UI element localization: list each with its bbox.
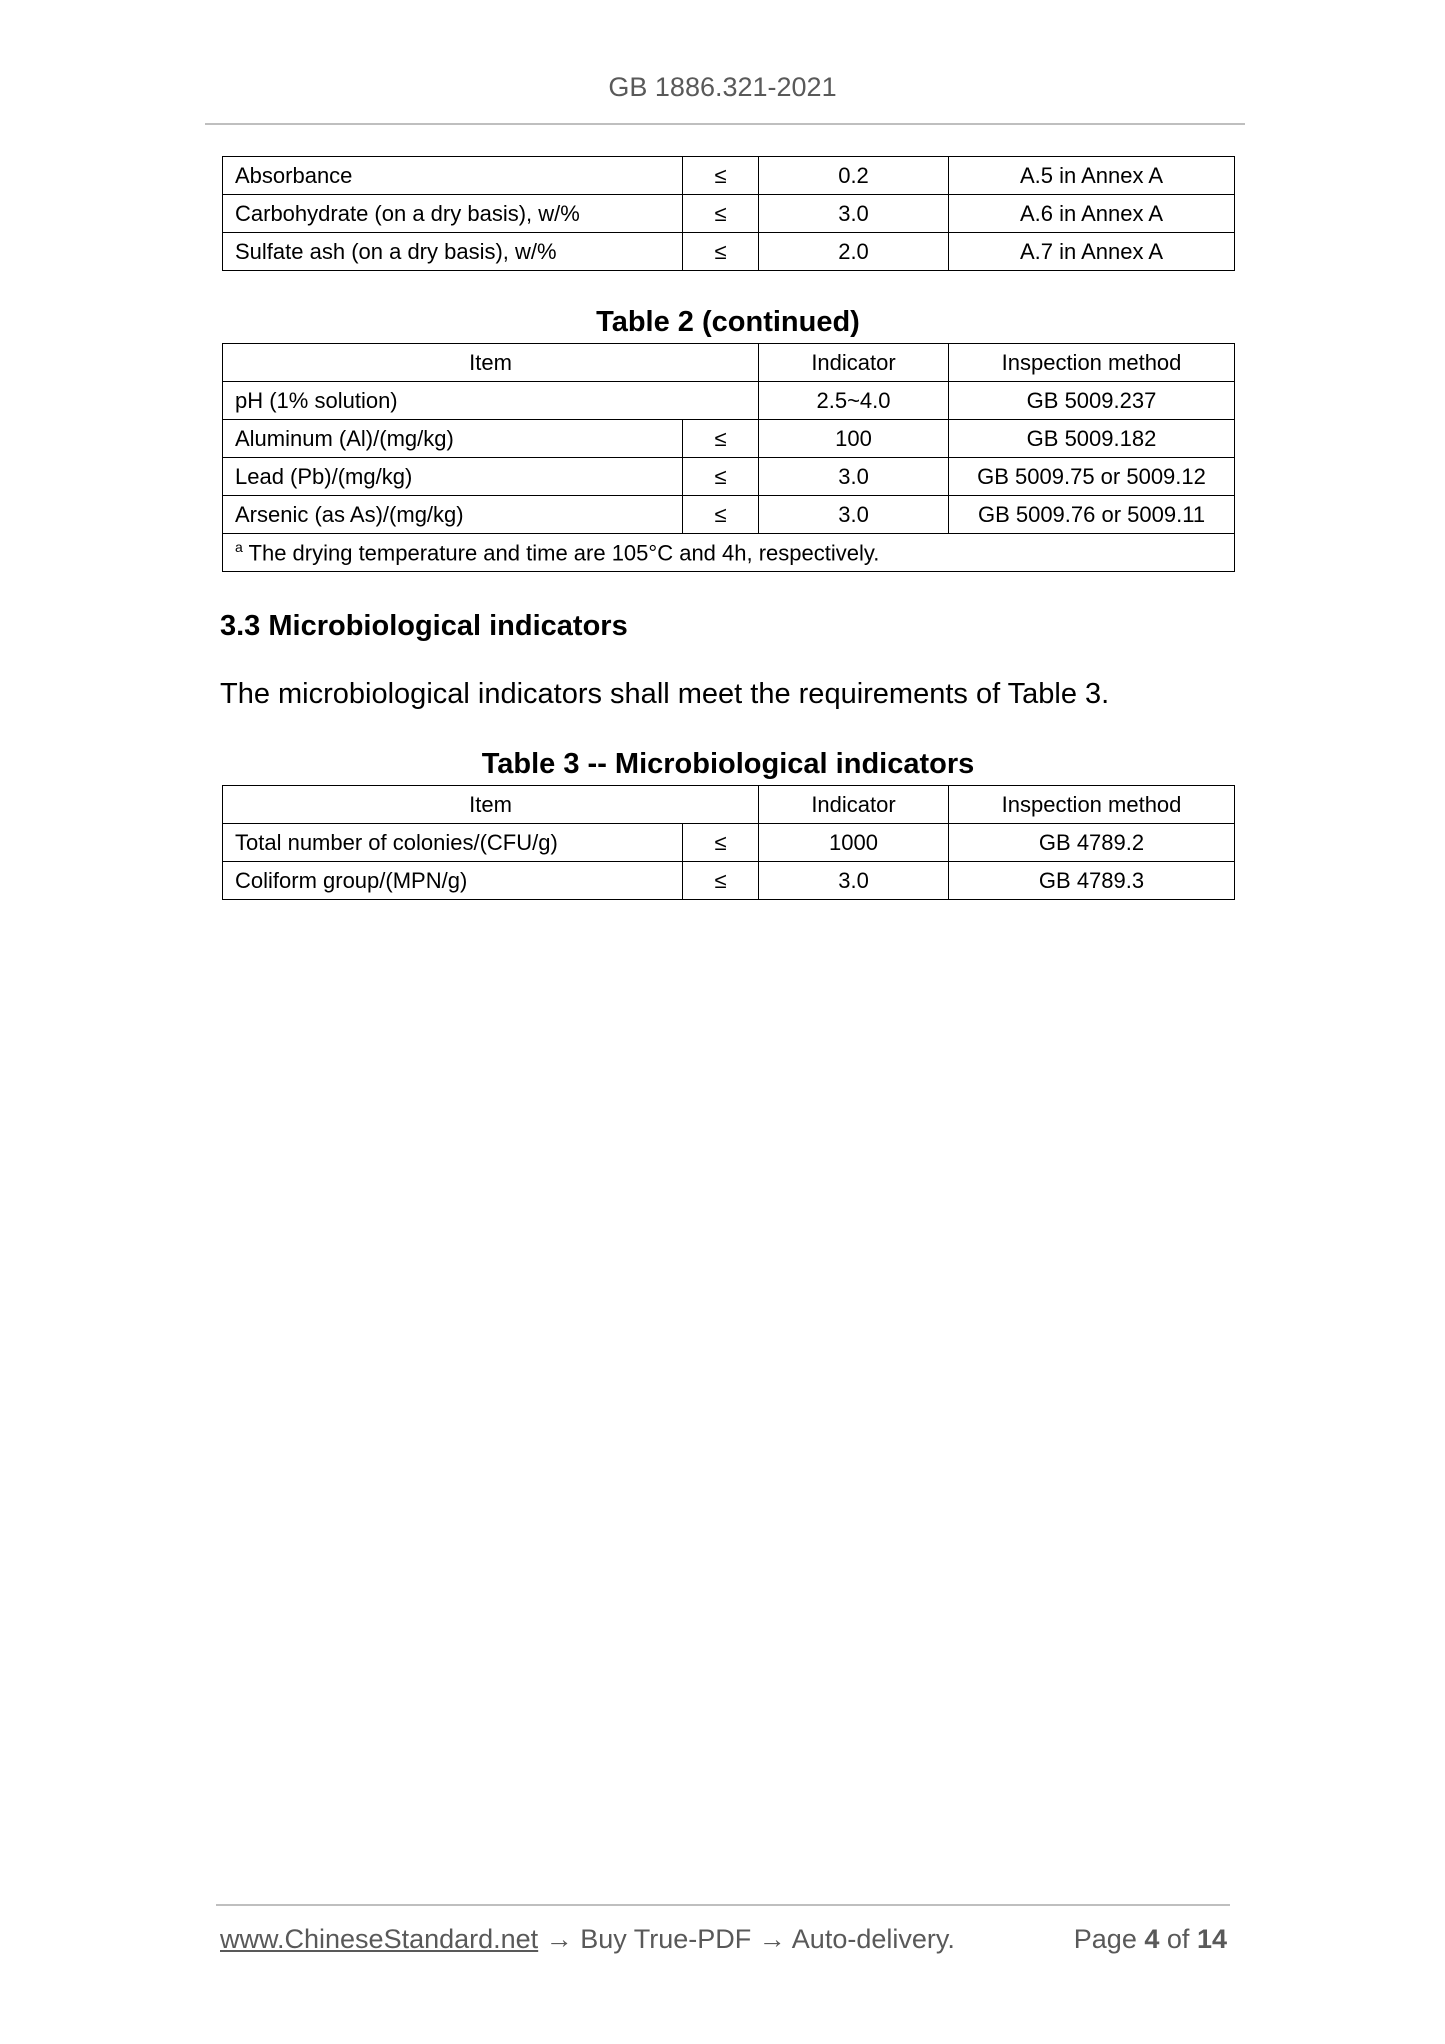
arrow-right-icon: →: [758, 1924, 786, 1954]
table-row: [223, 458, 1235, 496]
item-cell: Lead (Pb)/(mg/kg): [223, 458, 683, 496]
item-cell: Sulfate ash (on a dry basis), w/%: [223, 233, 683, 271]
table-row: [223, 382, 1235, 420]
indicator-cell: 100: [759, 420, 949, 458]
of-label: of: [1166, 1924, 1190, 1954]
indicator-cell: 2.5~4.0: [759, 382, 949, 420]
method-cell: A.5 in Annex A: [949, 157, 1235, 195]
table-row: [223, 233, 1235, 271]
table2-continued: [222, 343, 1235, 572]
method-cell: GB 5009.76 or 5009.11: [949, 496, 1235, 534]
method-cell: A.6 in Annex A: [949, 195, 1235, 233]
item-cell: Carbohydrate (on a dry basis), w/%: [223, 195, 683, 233]
table-row: [223, 195, 1235, 233]
current-page: 4: [1144, 1924, 1160, 1954]
section-heading: 3.3 Microbiological indicators: [220, 610, 628, 642]
table3-caption: Table 3 -- Microbiological indicators: [481, 748, 975, 780]
buy-text: Buy True-PDF: [580, 1924, 752, 1954]
comparator-cell: ≤: [683, 195, 759, 233]
item-cell: Coliform group/(MPN/g): [223, 862, 683, 900]
method-cell: GB 4789.3: [949, 862, 1235, 900]
item-cell: Arsenic (as As)/(mg/kg): [223, 496, 683, 534]
comparator-cell: ≤: [683, 157, 759, 195]
table-row: [223, 824, 1235, 862]
table-row: [223, 420, 1235, 458]
table-footnote-row: [223, 534, 1235, 572]
total-pages: 14: [1196, 1924, 1227, 1954]
method-cell: GB 5009.75 or 5009.12: [949, 458, 1235, 496]
document-code: GB 1886.321-2021: [608, 72, 837, 102]
comparator-cell: ≤: [683, 862, 759, 900]
footnote-mark: a: [235, 538, 243, 555]
table3: [222, 785, 1235, 900]
comparator-cell: ≤: [683, 420, 759, 458]
table-header-row: [223, 786, 1235, 824]
header-divider: [205, 123, 1245, 125]
indicator-cell: 3.0: [759, 862, 949, 900]
item-cell: Absorbance: [223, 157, 683, 195]
arrow-right-icon: →: [545, 1924, 573, 1954]
table-row: [223, 496, 1235, 534]
comparator-cell: ≤: [683, 496, 759, 534]
item-cell: pH (1% solution): [223, 382, 759, 420]
method-cell: GB 5009.237: [949, 382, 1235, 420]
header-indicator: Indicator: [759, 344, 949, 382]
header-indicator: Indicator: [759, 786, 949, 824]
method-cell: GB 5009.182: [949, 420, 1235, 458]
indicator-cell: 2.0: [759, 233, 949, 271]
footer-promo: [220, 1924, 955, 1955]
footnote-text: The drying temperature and time are 105°C and 4h, respectively.: [248, 540, 880, 566]
item-cell: Aluminum (Al)/(mg/kg): [223, 420, 683, 458]
header-method: Inspection method: [949, 786, 1235, 824]
header-item: Item: [223, 786, 759, 824]
indicator-cell: 1000: [759, 824, 949, 862]
indicator-cell: 0.2: [759, 157, 949, 195]
section-paragraph: The microbiological indicators shall meet the requirements of Table 3.: [220, 678, 1110, 710]
website-link[interactable]: www.ChineseStandard.net: [220, 1924, 539, 1954]
table2-top: [222, 156, 1235, 271]
indicator-cell: 3.0: [759, 496, 949, 534]
method-cell: A.7 in Annex A: [949, 233, 1235, 271]
comparator-cell: ≤: [683, 233, 759, 271]
indicator-cell: 3.0: [759, 195, 949, 233]
table-row: [223, 862, 1235, 900]
comparator-cell: ≤: [683, 824, 759, 862]
table-header-row: [223, 344, 1235, 382]
header-item: Item: [223, 344, 759, 382]
table-row: [223, 157, 1235, 195]
footer-divider: [216, 1904, 1230, 1906]
indicator-cell: 3.0: [759, 458, 949, 496]
delivery-text: Auto-delivery.: [791, 1924, 955, 1954]
table-footnote: [223, 534, 1235, 572]
comparator-cell: ≤: [683, 458, 759, 496]
page-number: [1074, 1924, 1227, 1955]
table2-caption: Table 2 (continued): [596, 306, 860, 338]
page-label: Page: [1073, 1924, 1137, 1954]
item-cell: Total number of colonies/(CFU/g): [223, 824, 683, 862]
header-method: Inspection method: [949, 344, 1235, 382]
method-cell: GB 4789.2: [949, 824, 1235, 862]
